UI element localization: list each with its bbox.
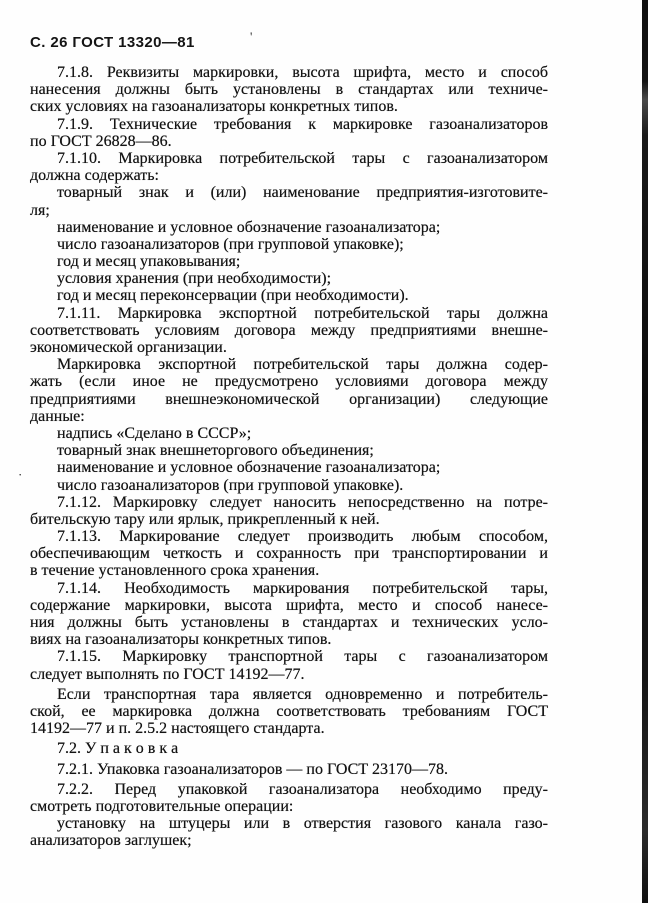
text-line-clause-7-1-11: 7.1.11. Маркировка экспортной потребительской тары должна	[57, 304, 548, 322]
text-line-list-item: товарный знак и (или) наименование предприятия-изготовите-	[57, 184, 548, 202]
text-line-clause-7-1-13: 7.1.13. Маркирование следует производить любым способом,	[57, 528, 548, 546]
text-line-clause-7-1-14: 7.1.14. Необходимость маркирования потребительской тары,	[57, 579, 548, 597]
scan-speck-tick: '	[250, 29, 253, 44]
text-line-clause-7-1-10: 7.1.10. Маркировка потребительской тары с газоанализатором	[57, 149, 548, 167]
text-line-clause-7-1-9: 7.1.9. Технические требования к маркировке газоанализаторов	[57, 115, 548, 133]
text-line: ских условиях на газоанализаторы конкретных типов.	[30, 98, 398, 116]
text-line-list-item: наименование и условное обозначение газоанализатора;	[57, 459, 441, 477]
text-line: виях на газоанализаторы конкретных типов.	[30, 631, 332, 649]
text-line-paragraph: Если транспортная тара является одновременно и потребитель-	[57, 685, 548, 703]
text-line-clause-7-2-2: 7.2.2. Перед упаковкой газоанализатора необходимо преду-	[57, 780, 548, 798]
text-line: ния должны быть установлены в стандартах и технических усло-	[30, 614, 548, 631]
text-line-list-item: число газоанализаторов (при групповой упаковке).	[57, 476, 404, 494]
text-line: предприятиями внешнеэкономической организации) следующие	[30, 390, 548, 408]
text-line-list-item: товарный знак внешнеторгового объединения;	[57, 442, 374, 460]
text-line-clause-7-2-1: 7.2.1. Упаковка газоанализаторов — по ГОСТ 23170—78.	[57, 760, 449, 778]
document-body	[30, 64, 548, 849]
text-line-list-item: число газоанализаторов (при групповой упаковке);	[57, 235, 404, 253]
text-line-list-item: год и месяц упаковывания;	[57, 253, 241, 271]
text-line: в течение установленного срока хранения.	[30, 562, 320, 580]
scan-speck-dot: ·	[18, 467, 23, 482]
text-line: анализаторов заглушек;	[30, 832, 192, 850]
text-line: по ГОСТ 26828—86.	[30, 132, 172, 150]
text-line-list-item: наименование и условное обозначение газоанализатора;	[57, 218, 441, 236]
text-line-list-item: надпись «Сделано в СССР»;	[57, 424, 252, 442]
text-line: соответствовать условиям договора между предприятиями внешне-	[30, 321, 548, 339]
text-line: нанесения должны быть установлены в стандартах или техниче-	[30, 81, 548, 99]
section-heading-7-2: 7.2. У п а к о в к а	[57, 740, 179, 758]
text-line: должна содержать:	[30, 167, 159, 185]
text-line: данные:	[30, 407, 85, 425]
text-line-list-item: условия хранения (при необходимости);	[57, 270, 332, 288]
text-line: следует выполнять по ГОСТ 14192—77.	[30, 665, 305, 683]
text-line: ской, ее маркировка должна соответствовать требованиям ГОСТ	[30, 702, 548, 720]
text-line-clause-7-1-15: 7.1.15. Маркировку транспортной тары с газоанализатором	[57, 648, 548, 666]
text-line-list-item: год и месяц переконсервации (при необходимости).	[57, 287, 409, 305]
text-line: бительскую тару или ярлык, прикрепленный к ней.	[30, 510, 380, 528]
text-line: ля;	[30, 201, 50, 219]
text-line-paragraph: Маркировка экспортной потребительской тары должна содер-	[57, 356, 548, 374]
scan-edge-bar	[642, 0, 648, 903]
text-line: жать (если иное не предусмотрено условиями договора между	[30, 373, 548, 391]
text-line: обеспечивающим четкость и сохранность при транспортировании и	[30, 545, 548, 563]
text-line: смотреть подготовительные операции:	[30, 797, 294, 815]
text-line: содержание маркировки, высота шрифта, место и способ нанесе-	[30, 596, 548, 614]
running-header: С. 26 ГОСТ 13320—81	[30, 34, 195, 51]
text-line: экономической организации.	[30, 339, 227, 356]
text-line-clause-7-1-12: 7.1.12. Маркировку следует наносить непосредственно на потре-	[57, 493, 548, 511]
text-line-list-item: установку на штуцеры или в отверстия газового канала газо-	[57, 815, 548, 833]
text-line-clause-7-1-8: 7.1.8. Реквизиты маркировки, высота шрифта, место и способ	[57, 64, 548, 81]
text-line: 14192—77 и п. 2.5.2 настоящего стандарта.	[30, 720, 325, 738]
